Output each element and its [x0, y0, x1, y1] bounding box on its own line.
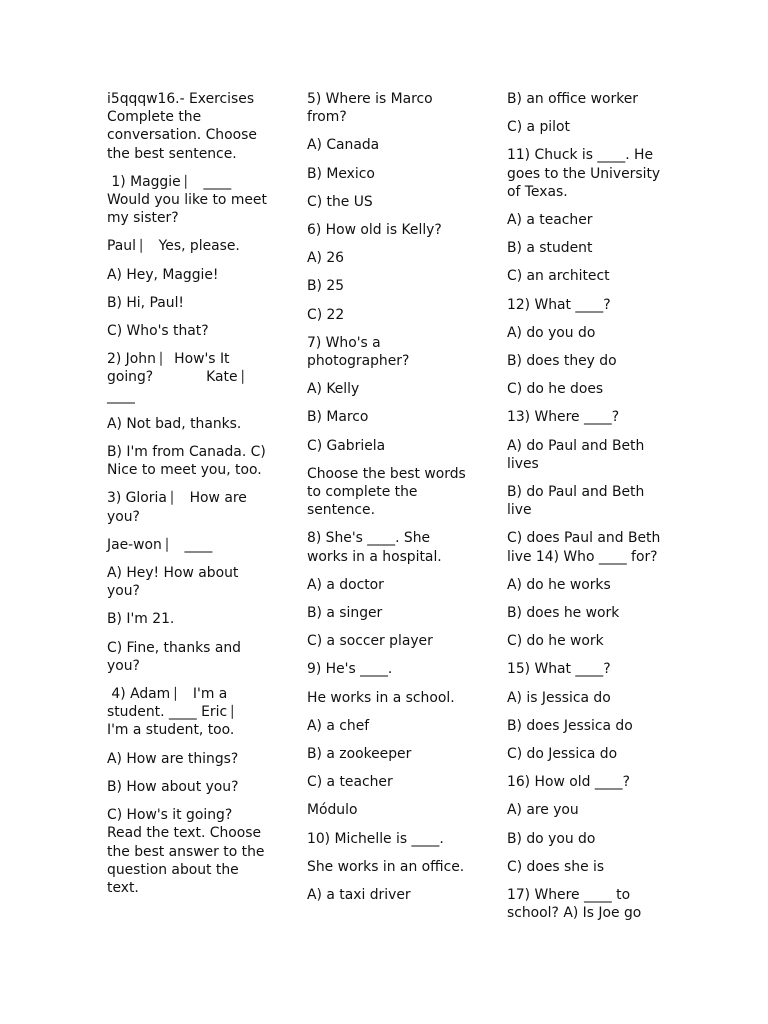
- document-page: [107, 90, 687, 970]
- text-paragraph: A) is Jessica do: [507, 689, 611, 706]
- text-paragraph: 16) How old ____?: [507, 774, 630, 791]
- text-paragraph: 6) How old is Kelly?: [307, 222, 442, 239]
- text-paragraph: C) Who's that?: [107, 323, 209, 340]
- text-paragraph: B) a singer: [307, 605, 383, 622]
- text-paragraph: C) 22: [307, 306, 345, 323]
- text-paragraph: C) an architect: [507, 268, 610, 285]
- text-paragraph: A) are you: [507, 802, 579, 819]
- text-paragraph: B) 25: [307, 278, 345, 295]
- text-paragraph: i5qqqw16.- Exercises Complete the conversation. Choose the best sentence.: [107, 91, 262, 162]
- text-paragraph: C) the US: [307, 193, 373, 210]
- text-paragraph: B) do you do: [507, 830, 596, 847]
- text-paragraph: A) Hey, Maggie!: [107, 266, 219, 283]
- text-paragraph: A) Kelly: [307, 381, 360, 398]
- text-paragraph: A) do he works: [507, 576, 611, 593]
- text-paragraph: A) Canada: [307, 137, 380, 154]
- text-paragraph: B) a zookeeper: [307, 746, 412, 763]
- text-paragraph: A) a doctor: [307, 576, 384, 593]
- text-paragraph: B) How about you?: [107, 778, 239, 795]
- text-paragraph: C) does she is: [507, 858, 605, 875]
- column-2: [307, 90, 471, 914]
- text-paragraph: C) a pilot: [507, 119, 570, 136]
- text-paragraph: A) a taxi driver: [307, 887, 411, 904]
- text-paragraph: Jae-won ⎸ ____: [107, 536, 213, 553]
- text-paragraph: He works in a school.: [307, 689, 455, 706]
- text-paragraph: B) Mexico: [307, 165, 375, 182]
- text-paragraph: 8) She's ____. She works in a hospital.: [307, 530, 442, 565]
- text-paragraph: C) a teacher: [307, 774, 393, 791]
- text-paragraph: B) does Jessica do: [507, 717, 633, 734]
- text-paragraph: C) How's it going? Read the text. Choose the best answer to the question about the text.: [107, 807, 269, 896]
- text-paragraph: 15) What ____?: [507, 661, 611, 678]
- text-paragraph: 7) Who's a photographer?: [307, 334, 410, 370]
- text-paragraph: She works in an office.: [307, 858, 465, 875]
- text-paragraph: C) a soccer player: [307, 633, 433, 650]
- text-paragraph: B) does he work: [507, 605, 620, 622]
- text-paragraph: A) 26: [307, 250, 345, 267]
- text-paragraph: 10) Michelle is ____.: [307, 830, 444, 847]
- text-paragraph: 11) Chuck is ____. He goes to the University of Texas.: [507, 147, 665, 200]
- text-paragraph: B) Hi, Paul!: [107, 294, 184, 311]
- text-paragraph: A) How are things?: [107, 750, 239, 767]
- text-paragraph: 2) John ⎸How's It going? Kate ⎸ ____: [107, 351, 261, 404]
- text-paragraph: C) Gabriela: [307, 437, 386, 454]
- text-paragraph: C) Fine, thanks and you?: [107, 639, 246, 674]
- text-paragraph: 12) What ____?: [507, 296, 611, 313]
- column-3: [507, 90, 667, 933]
- text-paragraph: 1) Maggie ⎸ ____ Would you like to meet my sister?: [107, 173, 272, 227]
- text-paragraph: B) I'm 21.: [107, 611, 175, 628]
- text-paragraph: B) I'm from Canada. C) Nice to meet you, too.: [107, 444, 271, 479]
- text-paragraph: A) do you do: [507, 324, 596, 341]
- text-paragraph: B) a student: [507, 240, 593, 257]
- text-paragraph: C) do he work: [507, 633, 604, 650]
- text-paragraph: A) do Paul and Beth lives: [507, 437, 649, 472]
- text-paragraph: 4) Adam ⎸ I'm a student. ____ Eric ⎸ I'm a student, too.: [107, 686, 250, 739]
- text-paragraph: A) Not bad, thanks.: [107, 415, 242, 432]
- text-paragraph: C) does Paul and Beth live 14) Who ____ for?: [507, 530, 665, 565]
- text-paragraph: A) a chef: [307, 717, 370, 734]
- column-1: [107, 90, 272, 907]
- text-paragraph: 3) Gloria ⎸ How are you?: [107, 490, 252, 525]
- text-paragraph: 17) Where ____ to school? A) Is Joe go: [507, 887, 642, 922]
- text-paragraph: Módulo: [307, 802, 358, 819]
- text-paragraph: C) do he does: [507, 381, 604, 398]
- text-paragraph: Paul ⎸ Yes, please.: [107, 238, 240, 255]
- text-paragraph: A) a teacher: [507, 212, 593, 229]
- text-paragraph: Choose the best words to complete the sentence.: [307, 465, 471, 519]
- text-paragraph: B) an office worker: [507, 91, 638, 107]
- text-paragraph: 5) Where is Marco from?: [307, 91, 438, 126]
- text-paragraph: 9) He's ____.: [307, 661, 393, 678]
- text-paragraph: B) Marco: [307, 409, 369, 426]
- text-paragraph: 13) Where ____?: [507, 409, 620, 426]
- text-paragraph: B) do Paul and Beth live: [507, 484, 649, 519]
- text-paragraph: B) does they do: [507, 353, 617, 370]
- text-paragraph: A) Hey! How about you?: [107, 565, 243, 600]
- text-paragraph: C) do Jessica do: [507, 746, 618, 763]
